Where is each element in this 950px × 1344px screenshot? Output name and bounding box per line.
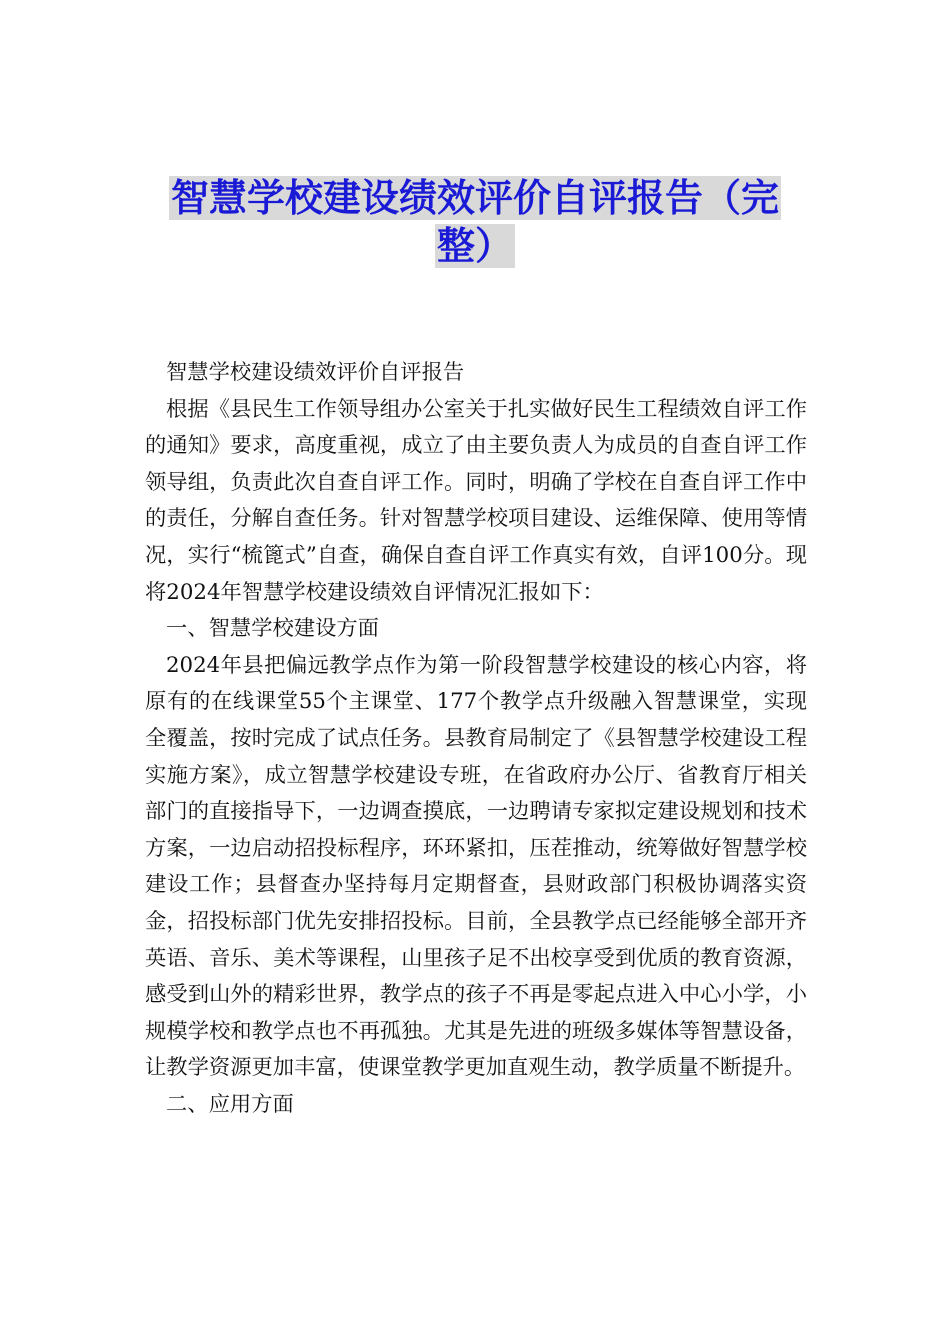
subtitle-paragraph: 智慧学校建设绩效评价自评报告 <box>166 360 465 385</box>
document-body <box>145 355 807 1123</box>
title-line-1: 智慧学校建设绩效评价自评报告（完 <box>170 176 779 220</box>
section-heading-1: 一、智慧学校建设方面 <box>166 616 379 642</box>
intro-paragraph: 根据《县民生工作领导组办公室关于扎实做好民生工程绩效自评工作的通知》要求，高度重视，成立了由主要负责人为成员的自查自评工作领导组，负责此次自查自评工作。同时，明确了学校在自查自评工作中的责任，分解自查任务。针对智慧学校项目建设、运维保障、使用等情况，实行“梳篦式”自查，确保自查自评工作真实有效，自评100分。现将2024年智慧学校建设绩效自评情况汇报如下： <box>145 396 807 605</box>
title-line-2: 整） <box>436 224 513 268</box>
section-1-paragraph: 2024年县把偏远教学点作为第一阶段智慧学校建设的核心内容，将原有的在线课堂55个主课堂、177个教学点升级融入智慧课堂，实现全覆盖，按时完成了试点任务。县教育局制定了《县智慧学校建设工程实施方案》，成立智慧学校建设专班，在省政府办公厅、省教育厅相关部门的直接指导下，一边调查摸底，一边聘请专家拟定建设规划和技术方案，一边启动招投标程序，环环紧扣，压茬推动，统筹做好智慧学校建设工作；县督查办坚持每月定期督查，县财政部门积极协调落实资金，招投标部门优先安排招投标。目前，全县教学点已经能够全部开齐英语、音乐、美术等课程，山里孩子足不出校享受到优质的教育资源，感受到山外的精彩世界，教学点的孩子不再是零起点进入中心小学，小规模学校和教学点也不再孤独。尤其是先进的班级多媒体等智慧设备，让教学资源更加丰富，使课堂教学更加直观生动，教学质量不断提升。 <box>145 652 807 1081</box>
document-title <box>140 174 810 270</box>
section-heading-2: 二、应用方面 <box>166 1091 294 1117</box>
